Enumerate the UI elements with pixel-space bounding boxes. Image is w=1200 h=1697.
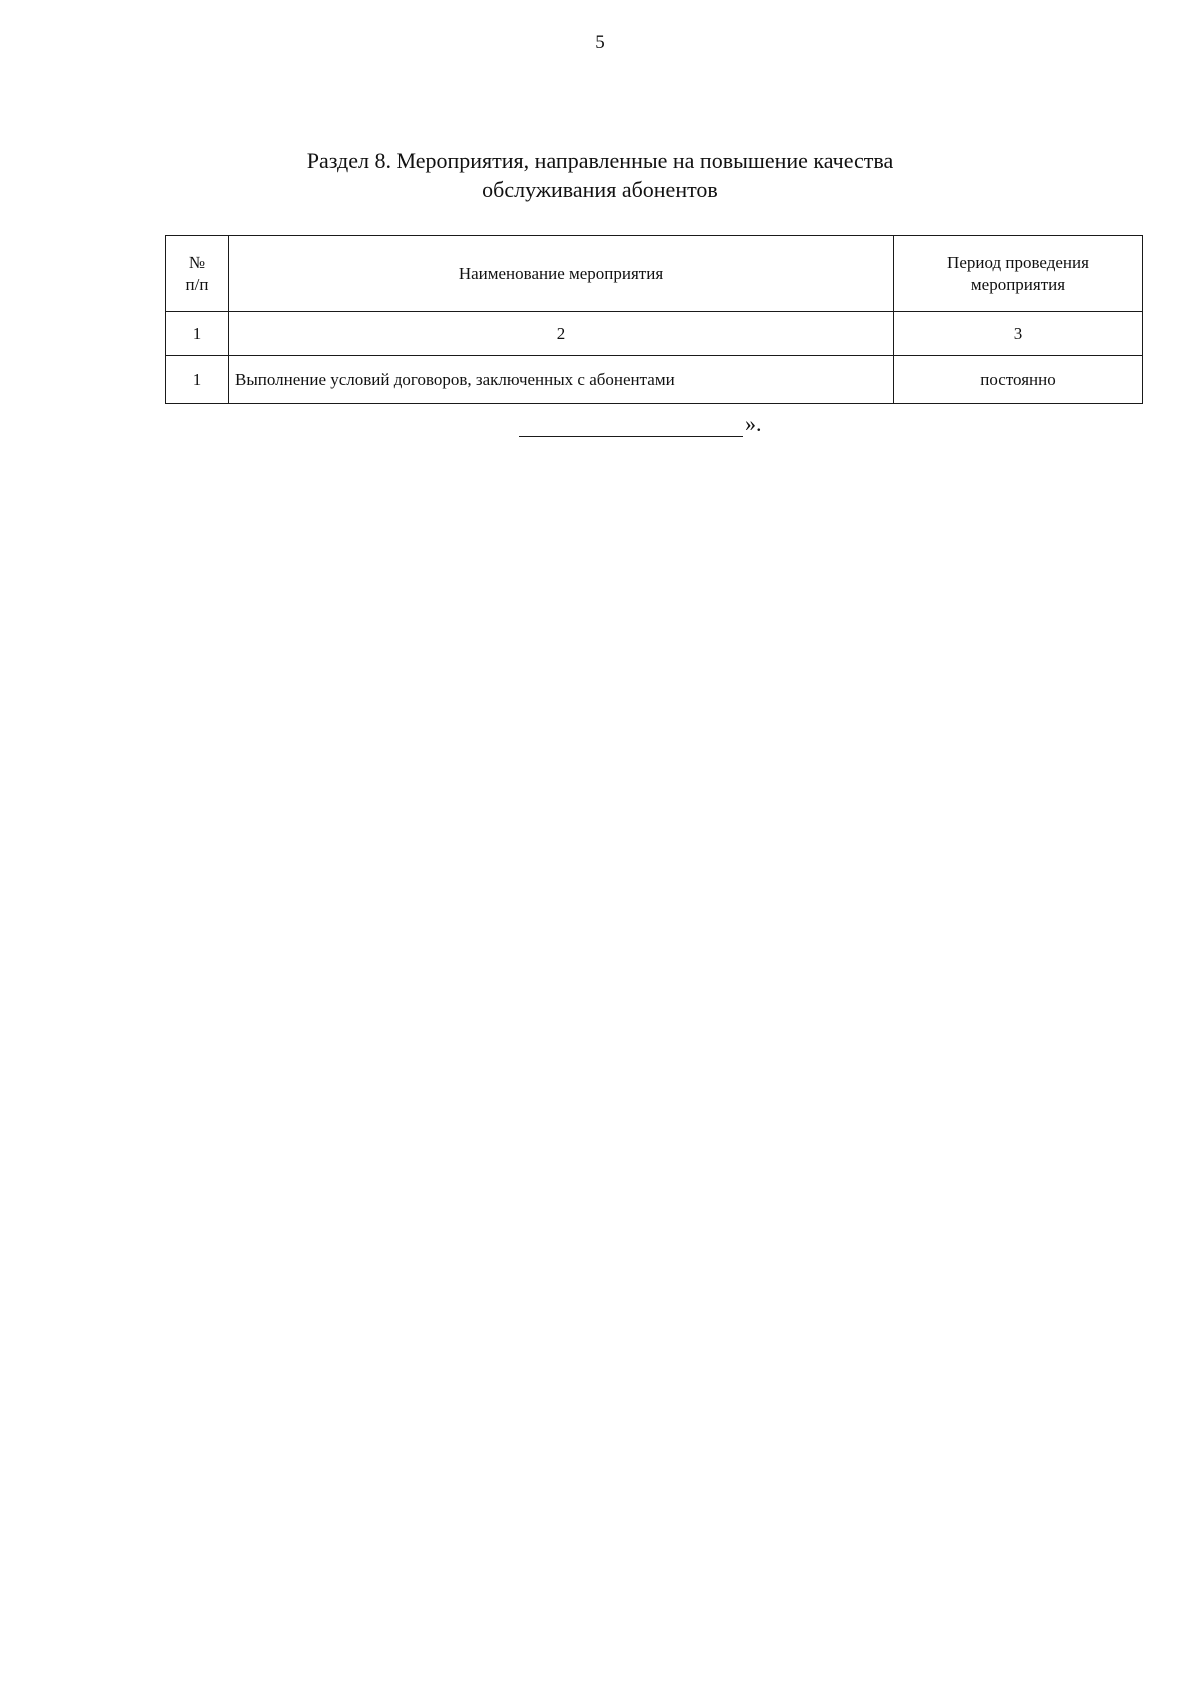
section-title-line-2: обслуживания абонентов [482,177,718,202]
header-period-line-1: Период проведения [947,252,1089,272]
section-title-line-1: Раздел 8. Мероприятия, направленные на повышение качества [306,148,894,173]
table-row [166,356,1143,404]
section-title [0,146,1200,204]
header-period [894,236,1143,312]
column-index-row [166,312,1143,356]
row-period: постоянно [894,356,1143,404]
measures-table [165,235,1143,404]
column-index-2: 2 [229,312,894,356]
table-header-row [166,236,1143,312]
closing-line [519,411,762,437]
header-period-line-2: мероприятия [970,274,1066,294]
header-number-abbr: п/п [185,274,209,294]
page-number: 5 [595,32,605,53]
column-index-3: 3 [894,312,1143,356]
row-number: 1 [166,356,229,404]
closing-quote: ». [745,411,762,436]
header-number [166,236,229,312]
column-index-1: 1 [166,312,229,356]
header-number-symbol: № [188,252,206,272]
closing-underline [519,412,743,437]
header-name: Наименование мероприятия [229,236,894,312]
row-measure-name: Выполнение условий договоров, заключенных с абонентами [229,356,894,404]
